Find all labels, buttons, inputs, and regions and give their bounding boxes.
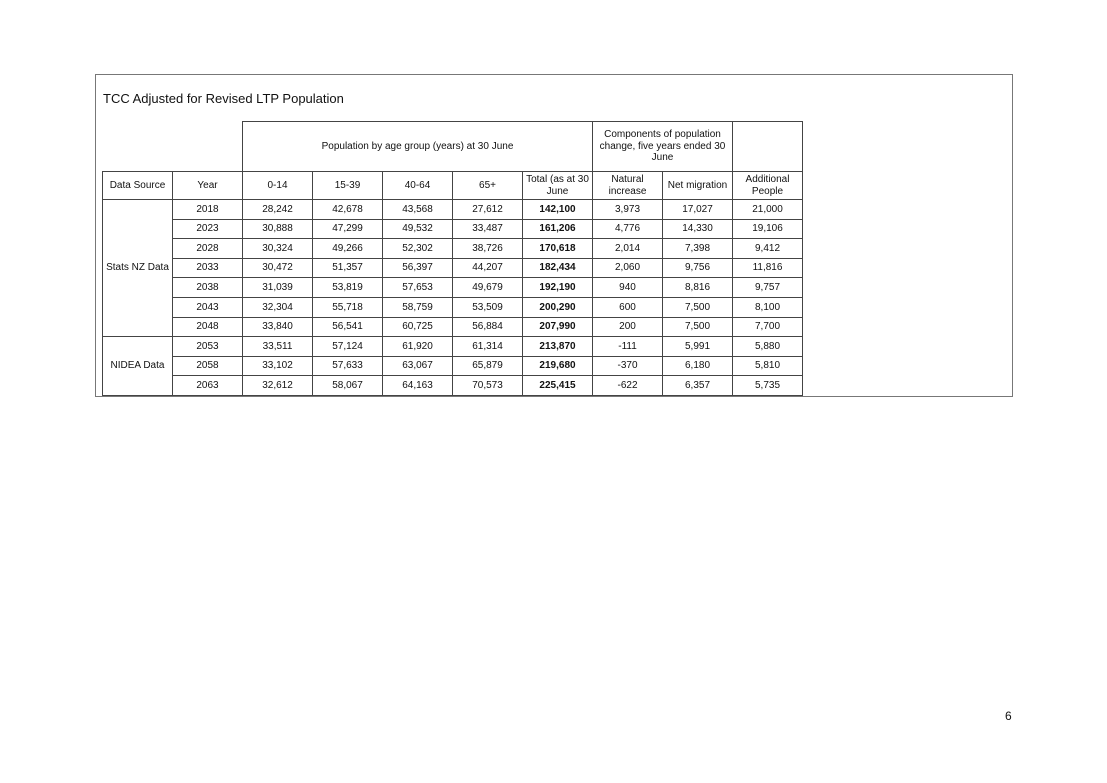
cell-65plus: 33,487 — [453, 219, 523, 239]
cell-15-39: 55,718 — [313, 297, 383, 317]
cell-net-migration: 7,398 — [663, 239, 733, 259]
source-nidea: NIDEA Data — [103, 337, 173, 396]
cell-year: 2053 — [173, 337, 243, 357]
cell-15-39: 51,357 — [313, 258, 383, 278]
column-header-65plus: 65+ — [453, 172, 523, 200]
cell-net-migration: 5,991 — [663, 337, 733, 357]
cell-0-14: 30,324 — [243, 239, 313, 259]
cell-year: 2038 — [173, 278, 243, 298]
column-header-net-migration: Net migration — [663, 172, 733, 200]
table-row — [103, 219, 803, 239]
table-row — [103, 356, 803, 376]
cell-natural-increase: -370 — [593, 356, 663, 376]
cell-year: 2018 — [173, 200, 243, 220]
cell-40-64: 52,302 — [383, 239, 453, 259]
table-row — [103, 239, 803, 259]
cell-net-migration: 6,180 — [663, 356, 733, 376]
cell-0-14: 28,242 — [243, 200, 313, 220]
cell-net-migration: 6,357 — [663, 376, 733, 396]
cell-year: 2023 — [173, 219, 243, 239]
cell-natural-increase: 3,973 — [593, 200, 663, 220]
cell-net-migration: 9,756 — [663, 258, 733, 278]
cell-net-migration: 14,330 — [663, 219, 733, 239]
cell-total: 161,206 — [523, 219, 593, 239]
cell-net-migration: 7,500 — [663, 317, 733, 337]
cell-65plus: 53,509 — [453, 297, 523, 317]
column-header-total: Total (as at 30 June — [523, 172, 593, 200]
cell-15-39: 49,266 — [313, 239, 383, 259]
cell-0-14: 32,612 — [243, 376, 313, 396]
cell-additional-people: 8,100 — [733, 297, 803, 317]
cell-0-14: 33,840 — [243, 317, 313, 337]
population-table — [102, 121, 803, 396]
table-row — [103, 337, 803, 357]
cell-40-64: 57,653 — [383, 278, 453, 298]
cell-natural-increase: 2,014 — [593, 239, 663, 259]
table-body — [103, 200, 803, 396]
column-header-year: Year — [173, 172, 243, 200]
cell-year: 2033 — [173, 258, 243, 278]
cell-natural-increase: 940 — [593, 278, 663, 298]
cell-65plus: 38,726 — [453, 239, 523, 259]
cell-65plus: 56,884 — [453, 317, 523, 337]
cell-total: 213,870 — [523, 337, 593, 357]
cell-40-64: 43,568 — [383, 200, 453, 220]
cell-natural-increase: 4,776 — [593, 219, 663, 239]
cell-natural-increase: 2,060 — [593, 258, 663, 278]
table-title: TCC Adjusted for Revised LTP Population — [103, 91, 344, 106]
table-row — [103, 278, 803, 298]
cell-natural-increase: 200 — [593, 317, 663, 337]
cell-40-64: 58,759 — [383, 297, 453, 317]
cell-net-migration: 7,500 — [663, 297, 733, 317]
cell-total: 170,618 — [523, 239, 593, 259]
cell-40-64: 61,920 — [383, 337, 453, 357]
page-number: 6 — [1005, 709, 1012, 723]
cell-65plus: 44,207 — [453, 258, 523, 278]
table-row — [103, 317, 803, 337]
cell-total: 182,434 — [523, 258, 593, 278]
cell-15-39: 47,299 — [313, 219, 383, 239]
cell-40-64: 64,163 — [383, 376, 453, 396]
cell-65plus: 49,679 — [453, 278, 523, 298]
cell-0-14: 33,511 — [243, 337, 313, 357]
cell-0-14: 30,472 — [243, 258, 313, 278]
table-row — [103, 200, 803, 220]
cell-15-39: 57,124 — [313, 337, 383, 357]
cell-0-14: 31,039 — [243, 278, 313, 298]
cell-40-64: 60,725 — [383, 317, 453, 337]
group-header-population: Population by age group (years) at 30 June — [243, 122, 593, 172]
cell-0-14: 33,102 — [243, 356, 313, 376]
cell-65plus: 65,879 — [453, 356, 523, 376]
cell-0-14: 30,888 — [243, 219, 313, 239]
cell-15-39: 56,541 — [313, 317, 383, 337]
cell-40-64: 49,532 — [383, 219, 453, 239]
column-header-additional-people: Additional People — [733, 172, 803, 200]
column-header-data-source: Data Source — [103, 172, 173, 200]
cell-additional-people: 11,816 — [733, 258, 803, 278]
cell-net-migration: 17,027 — [663, 200, 733, 220]
table-row — [103, 258, 803, 278]
table-row — [103, 297, 803, 317]
table-frame — [95, 74, 1013, 397]
cell-total: 192,190 — [523, 278, 593, 298]
cell-additional-people: 9,412 — [733, 239, 803, 259]
cell-65plus: 70,573 — [453, 376, 523, 396]
cell-natural-increase: -622 — [593, 376, 663, 396]
cell-additional-people: 5,880 — [733, 337, 803, 357]
cell-65plus: 61,314 — [453, 337, 523, 357]
cell-40-64: 56,397 — [383, 258, 453, 278]
cell-15-39: 58,067 — [313, 376, 383, 396]
column-header-0-14: 0-14 — [243, 172, 313, 200]
cell-natural-increase: 600 — [593, 297, 663, 317]
cell-total: 225,415 — [523, 376, 593, 396]
column-header-40-64: 40-64 — [383, 172, 453, 200]
cell-15-39: 42,678 — [313, 200, 383, 220]
cell-natural-increase: -111 — [593, 337, 663, 357]
source-stats-nz: Stats NZ Data — [103, 200, 173, 337]
cell-0-14: 32,304 — [243, 297, 313, 317]
group-header-components: Components of population change, five years ended 30 June — [593, 122, 733, 172]
column-header-natural-increase: Natural increase — [593, 172, 663, 200]
cell-total: 200,290 — [523, 297, 593, 317]
cell-15-39: 57,633 — [313, 356, 383, 376]
cell-total: 219,680 — [523, 356, 593, 376]
cell-year: 2063 — [173, 376, 243, 396]
cell-additional-people: 9,757 — [733, 278, 803, 298]
cell-total: 207,990 — [523, 317, 593, 337]
cell-net-migration: 8,816 — [663, 278, 733, 298]
cell-15-39: 53,819 — [313, 278, 383, 298]
cell-year: 2028 — [173, 239, 243, 259]
cell-additional-people: 19,106 — [733, 219, 803, 239]
cell-year: 2043 — [173, 297, 243, 317]
cell-year: 2058 — [173, 356, 243, 376]
table-row — [103, 376, 803, 396]
cell-year: 2048 — [173, 317, 243, 337]
cell-65plus: 27,612 — [453, 200, 523, 220]
cell-additional-people: 5,810 — [733, 356, 803, 376]
cell-additional-people: 5,735 — [733, 376, 803, 396]
cell-additional-people: 21,000 — [733, 200, 803, 220]
cell-additional-people: 7,700 — [733, 317, 803, 337]
cell-40-64: 63,067 — [383, 356, 453, 376]
cell-total: 142,100 — [523, 200, 593, 220]
column-header-15-39: 15-39 — [313, 172, 383, 200]
